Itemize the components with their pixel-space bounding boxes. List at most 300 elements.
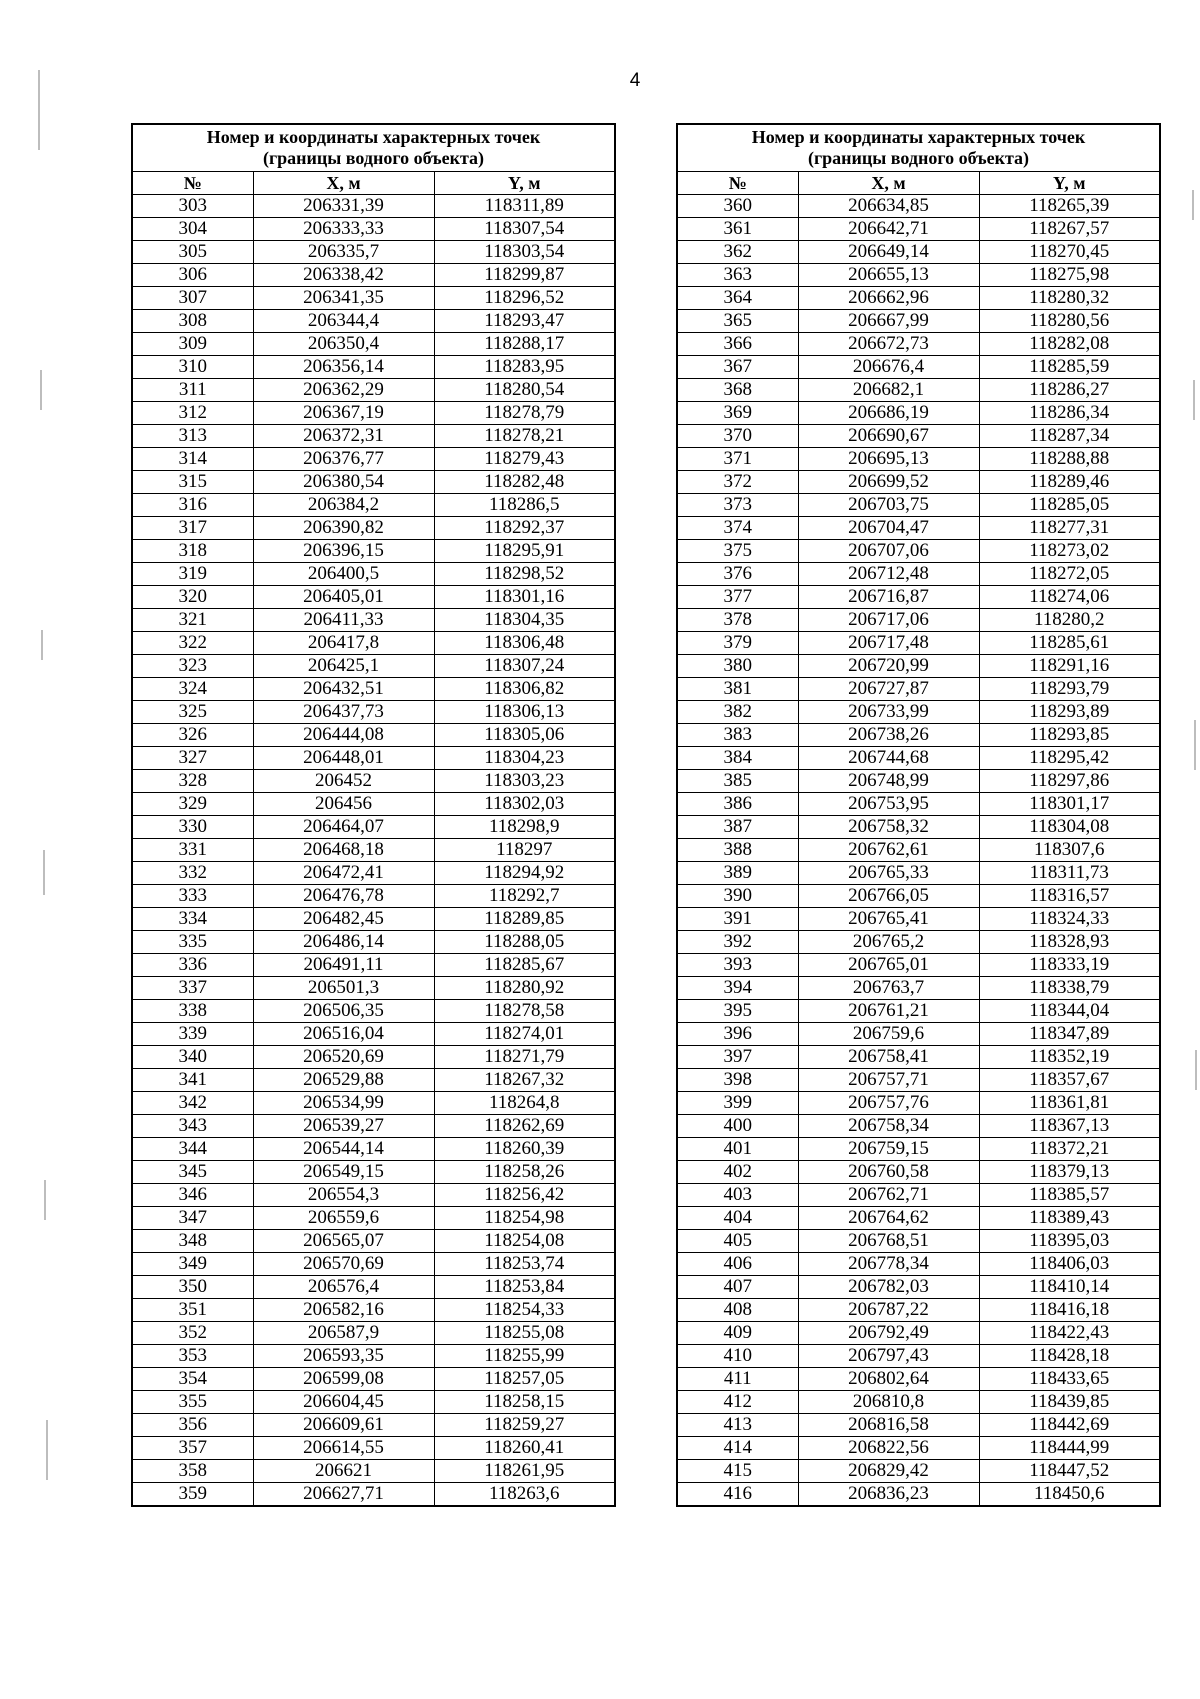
y-coordinate-cell: 118255,99 <box>434 1345 615 1368</box>
table-row <box>677 1276 1160 1299</box>
table-row <box>677 333 1160 356</box>
x-coordinate-cell: 206707,06 <box>798 540 979 563</box>
x-coordinate-cell: 206372,31 <box>253 425 434 448</box>
point-number-cell: 341 <box>132 1069 253 1092</box>
point-number-cell: 371 <box>677 448 798 471</box>
point-number-cell: 303 <box>132 195 253 218</box>
x-coordinate-cell: 206712,48 <box>798 563 979 586</box>
table-row <box>677 517 1160 540</box>
table-row <box>677 724 1160 747</box>
x-coordinate-cell: 206787,22 <box>798 1299 979 1322</box>
y-coordinate-cell: 118297,86 <box>979 770 1160 793</box>
y-coordinate-cell: 118289,46 <box>979 471 1160 494</box>
point-number-cell: 361 <box>677 218 798 241</box>
point-number-cell: 358 <box>132 1460 253 1483</box>
y-coordinate-cell: 118254,98 <box>434 1207 615 1230</box>
point-number-cell: 389 <box>677 862 798 885</box>
table-row <box>132 425 615 448</box>
point-number-cell: 416 <box>677 1483 798 1507</box>
point-number-cell: 370 <box>677 425 798 448</box>
y-coordinate-cell: 118302,03 <box>434 793 615 816</box>
x-coordinate-cell: 206534,99 <box>253 1092 434 1115</box>
x-coordinate-cell: 206452 <box>253 770 434 793</box>
x-coordinate-cell: 206676,4 <box>798 356 979 379</box>
table-row <box>132 655 615 678</box>
point-number-cell: 320 <box>132 586 253 609</box>
point-number-cell: 351 <box>132 1299 253 1322</box>
y-coordinate-cell: 118261,95 <box>434 1460 615 1483</box>
point-number-cell: 315 <box>132 471 253 494</box>
point-number-cell: 346 <box>132 1184 253 1207</box>
x-coordinate-cell: 206672,73 <box>798 333 979 356</box>
table-row <box>132 701 615 724</box>
y-coordinate-cell: 118260,39 <box>434 1138 615 1161</box>
x-coordinate-cell: 206662,96 <box>798 287 979 310</box>
y-coordinate-cell: 118263,6 <box>434 1483 615 1507</box>
x-coordinate-cell: 206797,43 <box>798 1345 979 1368</box>
scan-edge-mark <box>44 1180 46 1220</box>
x-coordinate-cell: 206333,33 <box>253 218 434 241</box>
x-coordinate-cell: 206501,3 <box>253 977 434 1000</box>
table-row <box>132 517 615 540</box>
table-row <box>677 195 1160 218</box>
point-number-cell: 360 <box>677 195 798 218</box>
y-coordinate-cell: 118389,43 <box>979 1207 1160 1230</box>
table-row <box>677 701 1160 724</box>
table-row <box>677 1207 1160 1230</box>
y-coordinate-cell: 118304,23 <box>434 747 615 770</box>
x-coordinate-cell: 206367,19 <box>253 402 434 425</box>
y-coordinate-cell: 118298,9 <box>434 816 615 839</box>
x-coordinate-cell: 206338,42 <box>253 264 434 287</box>
point-number-cell: 347 <box>132 1207 253 1230</box>
y-coordinate-cell: 118294,92 <box>434 862 615 885</box>
y-coordinate-cell: 118278,58 <box>434 1000 615 1023</box>
x-coordinate-cell: 206559,6 <box>253 1207 434 1230</box>
scan-edge-mark <box>38 70 40 150</box>
y-coordinate-cell: 118288,05 <box>434 931 615 954</box>
table-row <box>132 471 615 494</box>
table-row <box>677 218 1160 241</box>
x-coordinate-cell: 206516,04 <box>253 1023 434 1046</box>
y-coordinate-cell: 118285,59 <box>979 356 1160 379</box>
table-row <box>677 1345 1160 1368</box>
y-coordinate-cell: 118410,14 <box>979 1276 1160 1299</box>
x-coordinate-cell: 206717,48 <box>798 632 979 655</box>
table-row <box>132 747 615 770</box>
y-coordinate-cell: 118303,23 <box>434 770 615 793</box>
y-coordinate-cell: 118272,05 <box>979 563 1160 586</box>
x-coordinate-cell: 206570,69 <box>253 1253 434 1276</box>
x-coordinate-cell: 206482,45 <box>253 908 434 931</box>
point-number-cell: 327 <box>132 747 253 770</box>
y-coordinate-cell: 118293,79 <box>979 678 1160 701</box>
y-coordinate-cell: 118285,05 <box>979 494 1160 517</box>
y-coordinate-cell: 118286,5 <box>434 494 615 517</box>
point-number-cell: 396 <box>677 1023 798 1046</box>
x-coordinate-cell: 206444,08 <box>253 724 434 747</box>
x-coordinate-cell: 206753,95 <box>798 793 979 816</box>
y-coordinate-cell: 118258,26 <box>434 1161 615 1184</box>
x-coordinate-cell: 206717,06 <box>798 609 979 632</box>
y-coordinate-cell: 118286,27 <box>979 379 1160 402</box>
table-row <box>677 563 1160 586</box>
point-number-cell: 405 <box>677 1230 798 1253</box>
point-number-cell: 363 <box>677 264 798 287</box>
y-coordinate-cell: 118307,6 <box>979 839 1160 862</box>
x-coordinate-cell: 206448,01 <box>253 747 434 770</box>
point-number-cell: 317 <box>132 517 253 540</box>
table-row <box>677 839 1160 862</box>
point-number-cell: 379 <box>677 632 798 655</box>
table-row <box>132 724 615 747</box>
table-row <box>132 1161 615 1184</box>
table-row <box>132 977 615 1000</box>
table-row <box>132 793 615 816</box>
x-coordinate-cell: 206778,34 <box>798 1253 979 1276</box>
scan-edge-mark <box>1194 720 1196 770</box>
table-row <box>677 1138 1160 1161</box>
table-row <box>677 1161 1160 1184</box>
point-number-cell: 329 <box>132 793 253 816</box>
y-coordinate-cell: 118285,61 <box>979 632 1160 655</box>
y-coordinate-cell: 118293,89 <box>979 701 1160 724</box>
point-number-cell: 310 <box>132 356 253 379</box>
y-coordinate-cell: 118274,01 <box>434 1023 615 1046</box>
y-coordinate-cell: 118328,93 <box>979 931 1160 954</box>
y-coordinate-cell: 118307,24 <box>434 655 615 678</box>
y-coordinate-cell: 118406,03 <box>979 1253 1160 1276</box>
point-number-cell: 415 <box>677 1460 798 1483</box>
point-number-cell: 364 <box>677 287 798 310</box>
point-number-cell: 355 <box>132 1391 253 1414</box>
y-coordinate-cell: 118279,43 <box>434 448 615 471</box>
point-number-cell: 369 <box>677 402 798 425</box>
table-row <box>132 908 615 931</box>
x-coordinate-cell: 206464,07 <box>253 816 434 839</box>
scan-edge-mark <box>1195 1050 1197 1090</box>
point-number-cell: 390 <box>677 885 798 908</box>
point-number-cell: 356 <box>132 1414 253 1437</box>
x-coordinate-cell: 206762,61 <box>798 839 979 862</box>
y-coordinate-cell: 118301,16 <box>434 586 615 609</box>
point-number-cell: 362 <box>677 241 798 264</box>
y-coordinate-cell: 118395,03 <box>979 1230 1160 1253</box>
x-coordinate-cell: 206350,4 <box>253 333 434 356</box>
table-row <box>677 1414 1160 1437</box>
y-coordinate-cell: 118316,57 <box>979 885 1160 908</box>
table-row <box>677 264 1160 287</box>
x-coordinate-cell: 206582,16 <box>253 1299 434 1322</box>
point-number-cell: 311 <box>132 379 253 402</box>
y-coordinate-cell: 118361,81 <box>979 1092 1160 1115</box>
table-row <box>677 655 1160 678</box>
y-coordinate-cell: 118344,04 <box>979 1000 1160 1023</box>
table-row <box>132 770 615 793</box>
point-number-cell: 333 <box>132 885 253 908</box>
point-number-cell: 388 <box>677 839 798 862</box>
y-coordinate-cell: 118450,6 <box>979 1483 1160 1507</box>
x-coordinate-cell: 206765,01 <box>798 954 979 977</box>
point-number-cell: 411 <box>677 1368 798 1391</box>
y-coordinate-cell: 118293,85 <box>979 724 1160 747</box>
y-coordinate-cell: 118271,79 <box>434 1046 615 1069</box>
table-row <box>132 1000 615 1023</box>
y-coordinate-cell: 118280,32 <box>979 287 1160 310</box>
point-number-cell: 331 <box>132 839 253 862</box>
table-row <box>677 1023 1160 1046</box>
point-number-cell: 316 <box>132 494 253 517</box>
table-row <box>132 1460 615 1483</box>
y-coordinate-cell: 118289,85 <box>434 908 615 931</box>
y-coordinate-cell: 118264,8 <box>434 1092 615 1115</box>
point-number-cell: 375 <box>677 540 798 563</box>
table-row <box>132 609 615 632</box>
x-coordinate-cell: 206384,2 <box>253 494 434 517</box>
table-row <box>677 448 1160 471</box>
point-number-cell: 410 <box>677 1345 798 1368</box>
x-coordinate-cell: 206758,32 <box>798 816 979 839</box>
point-number-cell: 321 <box>132 609 253 632</box>
point-number-cell: 393 <box>677 954 798 977</box>
x-coordinate-cell: 206539,27 <box>253 1115 434 1138</box>
table-row <box>677 1460 1160 1483</box>
scan-edge-mark <box>46 1420 48 1480</box>
column-header-x: X, м <box>253 172 434 195</box>
x-coordinate-cell: 206816,58 <box>798 1414 979 1437</box>
table-row <box>677 310 1160 333</box>
y-coordinate-cell: 118367,13 <box>979 1115 1160 1138</box>
point-number-cell: 344 <box>132 1138 253 1161</box>
table-row <box>677 770 1160 793</box>
y-coordinate-cell: 118280,56 <box>979 310 1160 333</box>
y-coordinate-cell: 118283,95 <box>434 356 615 379</box>
y-coordinate-cell: 118298,52 <box>434 563 615 586</box>
point-number-cell: 377 <box>677 586 798 609</box>
table-row <box>677 609 1160 632</box>
y-coordinate-cell: 118372,21 <box>979 1138 1160 1161</box>
y-coordinate-cell: 118255,08 <box>434 1322 615 1345</box>
point-number-cell: 339 <box>132 1023 253 1046</box>
y-coordinate-cell: 118293,47 <box>434 310 615 333</box>
table-row <box>132 586 615 609</box>
x-coordinate-cell: 206599,08 <box>253 1368 434 1391</box>
point-number-cell: 374 <box>677 517 798 540</box>
point-number-cell: 402 <box>677 1161 798 1184</box>
y-coordinate-cell: 118277,31 <box>979 517 1160 540</box>
x-coordinate-cell: 206695,13 <box>798 448 979 471</box>
x-coordinate-cell: 206829,42 <box>798 1460 979 1483</box>
point-number-cell: 368 <box>677 379 798 402</box>
point-number-cell: 400 <box>677 1115 798 1138</box>
point-number-cell: 353 <box>132 1345 253 1368</box>
x-coordinate-cell: 206748,99 <box>798 770 979 793</box>
scan-edge-mark <box>1192 190 1194 220</box>
point-number-cell: 401 <box>677 1138 798 1161</box>
point-number-cell: 314 <box>132 448 253 471</box>
x-coordinate-cell: 206411,33 <box>253 609 434 632</box>
x-coordinate-cell: 206727,87 <box>798 678 979 701</box>
table-row <box>677 356 1160 379</box>
table-row <box>677 471 1160 494</box>
point-number-cell: 408 <box>677 1299 798 1322</box>
point-number-cell: 392 <box>677 931 798 954</box>
table-row <box>677 862 1160 885</box>
point-number-cell: 335 <box>132 931 253 954</box>
x-coordinate-cell: 206765,41 <box>798 908 979 931</box>
table-row <box>677 586 1160 609</box>
y-coordinate-cell: 118442,69 <box>979 1414 1160 1437</box>
x-coordinate-cell: 206520,69 <box>253 1046 434 1069</box>
table-row <box>677 1299 1160 1322</box>
y-coordinate-cell: 118301,17 <box>979 793 1160 816</box>
point-number-cell: 407 <box>677 1276 798 1299</box>
x-coordinate-cell: 206762,71 <box>798 1184 979 1207</box>
y-coordinate-cell: 118447,52 <box>979 1460 1160 1483</box>
y-coordinate-cell: 118304,08 <box>979 816 1160 839</box>
table-row <box>132 839 615 862</box>
y-coordinate-cell: 118287,34 <box>979 425 1160 448</box>
table-row <box>677 379 1160 402</box>
x-coordinate-cell: 206331,39 <box>253 195 434 218</box>
table-row <box>132 448 615 471</box>
point-number-cell: 394 <box>677 977 798 1000</box>
table-row <box>677 1322 1160 1345</box>
y-coordinate-cell: 118278,21 <box>434 425 615 448</box>
x-coordinate-cell: 206396,15 <box>253 540 434 563</box>
table-row <box>677 1092 1160 1115</box>
x-coordinate-cell: 206587,9 <box>253 1322 434 1345</box>
point-number-cell: 337 <box>132 977 253 1000</box>
table-row <box>677 1230 1160 1253</box>
x-coordinate-cell: 206634,85 <box>798 195 979 218</box>
point-number-cell: 380 <box>677 655 798 678</box>
point-number-cell: 376 <box>677 563 798 586</box>
y-coordinate-cell: 118379,13 <box>979 1161 1160 1184</box>
table-row <box>132 1253 615 1276</box>
x-coordinate-cell: 206810,8 <box>798 1391 979 1414</box>
table-row <box>677 1391 1160 1414</box>
x-coordinate-cell: 206766,05 <box>798 885 979 908</box>
table-row <box>132 1368 615 1391</box>
y-coordinate-cell: 118285,67 <box>434 954 615 977</box>
y-coordinate-cell: 118253,74 <box>434 1253 615 1276</box>
column-header-y: Y, м <box>979 172 1160 195</box>
y-coordinate-cell: 118267,32 <box>434 1069 615 1092</box>
point-number-cell: 406 <box>677 1253 798 1276</box>
y-coordinate-cell: 118422,43 <box>979 1322 1160 1345</box>
point-number-cell: 312 <box>132 402 253 425</box>
point-number-cell: 322 <box>132 632 253 655</box>
point-number-cell: 305 <box>132 241 253 264</box>
point-number-cell: 306 <box>132 264 253 287</box>
x-coordinate-cell: 206792,49 <box>798 1322 979 1345</box>
y-coordinate-cell: 118333,19 <box>979 954 1160 977</box>
y-coordinate-cell: 118280,2 <box>979 609 1160 632</box>
table-row <box>677 1483 1160 1507</box>
point-number-cell: 373 <box>677 494 798 517</box>
point-number-cell: 365 <box>677 310 798 333</box>
x-coordinate-cell: 206549,15 <box>253 1161 434 1184</box>
y-coordinate-cell: 118306,82 <box>434 678 615 701</box>
y-coordinate-cell: 118253,84 <box>434 1276 615 1299</box>
x-coordinate-cell: 206699,52 <box>798 471 979 494</box>
y-coordinate-cell: 118324,33 <box>979 908 1160 931</box>
table-row <box>132 1414 615 1437</box>
y-coordinate-cell: 118385,57 <box>979 1184 1160 1207</box>
x-coordinate-cell: 206390,82 <box>253 517 434 540</box>
y-coordinate-cell: 118305,06 <box>434 724 615 747</box>
point-number-cell: 372 <box>677 471 798 494</box>
point-number-cell: 340 <box>132 1046 253 1069</box>
x-coordinate-cell: 206356,14 <box>253 356 434 379</box>
y-coordinate-cell: 118307,54 <box>434 218 615 241</box>
y-coordinate-cell: 118254,33 <box>434 1299 615 1322</box>
scan-edge-mark <box>43 850 45 895</box>
x-coordinate-cell: 206720,99 <box>798 655 979 678</box>
y-coordinate-cell: 118275,98 <box>979 264 1160 287</box>
table-title: Номер и координаты характерных точек (границы водного объекта) <box>132 124 615 172</box>
y-coordinate-cell: 118282,48 <box>434 471 615 494</box>
x-coordinate-cell: 206649,14 <box>798 241 979 264</box>
table-row <box>677 1184 1160 1207</box>
table-row <box>132 379 615 402</box>
table-row <box>132 1230 615 1253</box>
x-coordinate-cell: 206593,35 <box>253 1345 434 1368</box>
x-coordinate-cell: 206763,7 <box>798 977 979 1000</box>
x-coordinate-cell: 206491,11 <box>253 954 434 977</box>
x-coordinate-cell: 206690,67 <box>798 425 979 448</box>
column-header-number: № <box>132 172 253 195</box>
x-coordinate-cell: 206529,88 <box>253 1069 434 1092</box>
point-number-cell: 313 <box>132 425 253 448</box>
table-row <box>132 816 615 839</box>
x-coordinate-cell: 206822,56 <box>798 1437 979 1460</box>
table-row <box>132 1322 615 1345</box>
table-row <box>132 494 615 517</box>
point-number-cell: 357 <box>132 1437 253 1460</box>
table-row <box>132 1345 615 1368</box>
table-row <box>132 1483 615 1507</box>
point-number-cell: 308 <box>132 310 253 333</box>
table-row <box>132 1069 615 1092</box>
point-number-cell: 309 <box>132 333 253 356</box>
x-coordinate-cell: 206744,68 <box>798 747 979 770</box>
y-coordinate-cell: 118306,13 <box>434 701 615 724</box>
table-row <box>132 218 615 241</box>
y-coordinate-cell: 118416,18 <box>979 1299 1160 1322</box>
x-coordinate-cell: 206604,45 <box>253 1391 434 1414</box>
point-number-cell: 318 <box>132 540 253 563</box>
point-number-cell: 386 <box>677 793 798 816</box>
point-number-cell: 397 <box>677 1046 798 1069</box>
point-number-cell: 385 <box>677 770 798 793</box>
y-coordinate-cell: 118299,87 <box>434 264 615 287</box>
table-row <box>132 264 615 287</box>
table-row <box>677 632 1160 655</box>
table-row <box>677 1253 1160 1276</box>
y-coordinate-cell: 118295,42 <box>979 747 1160 770</box>
table-row <box>132 1138 615 1161</box>
point-number-cell: 343 <box>132 1115 253 1138</box>
table-row <box>677 885 1160 908</box>
y-coordinate-cell: 118347,89 <box>979 1023 1160 1046</box>
point-number-cell: 409 <box>677 1322 798 1345</box>
table-row <box>132 563 615 586</box>
point-number-cell: 366 <box>677 333 798 356</box>
table-row <box>677 977 1160 1000</box>
point-number-cell: 319 <box>132 563 253 586</box>
